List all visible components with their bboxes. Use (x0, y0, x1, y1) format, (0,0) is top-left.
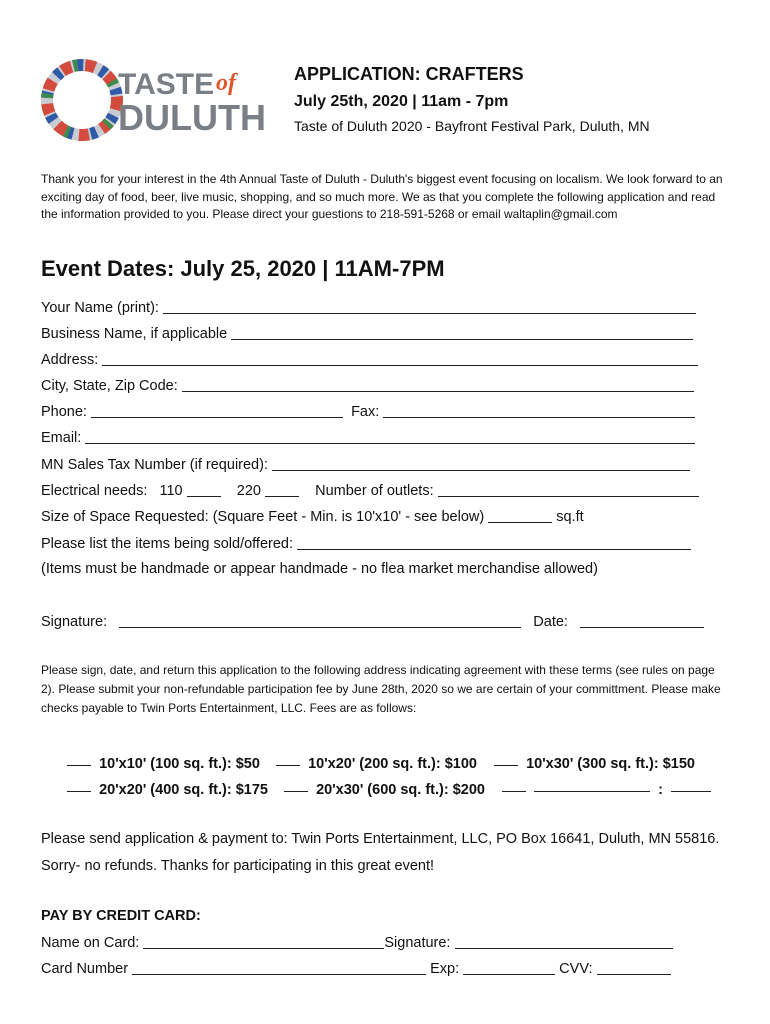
electrical-220-field[interactable] (265, 482, 299, 497)
items-note-row (41, 561, 598, 577)
fee-checkbox-100[interactable] (67, 751, 91, 766)
date-label: Date: (533, 614, 568, 630)
email-field[interactable] (85, 429, 695, 444)
city-field[interactable] (182, 377, 694, 392)
items-label: Please list the items being sold/offered: (41, 536, 294, 552)
business-label: Business Name, if applicable (41, 326, 228, 342)
signature-field[interactable] (119, 613, 521, 628)
fax-label: Fax: (351, 404, 380, 420)
business-row (41, 325, 693, 342)
items-row (41, 535, 691, 552)
credit-card-heading: PAY BY CREDIT CARD: (41, 908, 201, 924)
tax-field[interactable] (272, 456, 690, 471)
electrical-label: Electrical needs: (41, 483, 148, 499)
venue-line: Taste of Duluth 2020 - Bayfront Festival Park, Duluth, MN (294, 118, 650, 134)
name-row (41, 299, 696, 316)
outlets-field[interactable] (438, 482, 699, 497)
terms-paragraph: Please sign, date, and return this application to the following address indicating agreement with these terms (see rules on page 2). Please submit your non-refundable participation fee by June 28th, 2020 so we are certain of your committment. Please make checks payable to Twin Ports Entertainment, LLC. Fees are as follows: (41, 663, 721, 715)
fee-option-custom (502, 777, 711, 798)
address-row (41, 351, 698, 368)
card-name-field[interactable] (143, 934, 384, 949)
name-label: Your Name (print): (41, 300, 159, 316)
phone-fax-row (41, 403, 695, 420)
event-dates-heading: Event Dates: July 25, 2020 | 11AM-7PM (41, 256, 445, 281)
fee-option-300 (494, 751, 695, 772)
card-exp-label: Exp: (430, 961, 460, 977)
name-field[interactable] (163, 299, 696, 314)
city-label: City, State, Zip Code: (41, 378, 178, 394)
fee-label-400: 20'x20' (400 sq. ft.): $175 (99, 782, 268, 798)
business-field[interactable] (231, 325, 693, 340)
card-signature-label: Signature: (384, 935, 451, 951)
intro-paragraph: Thank you for your interest in the 4th Annual Taste of Duluth - Duluth's biggest event focusing on localism. We look forward to an exciting day of food, beer, live music, shopping, and so much more. We as that you complete the following application and read the information provided to you. Please direct your guestions to 218-591-5268 or email waltaplin@gmail.com (41, 172, 723, 221)
fee-label-300: 10'x30' (300 sq. ft.): $150 (526, 756, 695, 772)
logo-text-of: of (216, 70, 236, 96)
logo-text-taste: TASTE (118, 68, 215, 101)
card-cvv-label: CVV: (559, 961, 593, 977)
tax-label: MN Sales Tax Number (if required): (41, 457, 268, 473)
electrical-row (41, 482, 699, 499)
page-title: APPLICATION: CRAFTERS (294, 64, 524, 84)
electrical-110-field[interactable] (187, 482, 221, 497)
electrical-110-label: 110 (159, 483, 183, 499)
outlets-label: Number of outlets: (315, 483, 434, 499)
taste-of-duluth-logo (40, 58, 268, 142)
fee-custom-size-field[interactable] (534, 777, 650, 792)
fee-option-200 (276, 751, 477, 772)
signature-label: Signature: (41, 614, 108, 630)
tax-row (41, 456, 690, 473)
email-label: Email: (41, 430, 82, 446)
card-number-row (41, 960, 671, 977)
card-number-field[interactable] (132, 960, 426, 975)
fee-checkbox-600[interactable] (284, 777, 308, 792)
logo-text-duluth: DULUTH (118, 97, 266, 138)
items-note: (Items must be handmade or appear handmade - no flea market merchandise allowed) (41, 561, 598, 577)
fax-field[interactable] (383, 403, 695, 418)
date-field[interactable] (580, 613, 704, 628)
city-row (41, 377, 694, 394)
mailing-instructions: Please send application & payment to: Twin Ports Entertainment, LLC, PO Box 16641, Duluth, MN 55816. Sorry- no refunds. Thanks for participating in this great event! (41, 831, 720, 874)
electrical-220-label: 220 (236, 483, 261, 499)
fee-option-100 (67, 751, 260, 772)
fee-checkbox-custom[interactable] (502, 777, 526, 792)
card-name-row (41, 934, 673, 951)
fee-custom-colon: : (658, 782, 663, 798)
phone-field[interactable] (91, 403, 343, 418)
fee-label-600: 20'x30' (600 sq. ft.): $200 (316, 782, 485, 798)
card-name-label: Name on Card: (41, 935, 140, 951)
items-field[interactable] (297, 535, 691, 550)
size-field[interactable] (488, 508, 552, 523)
size-unit-label: sq.ft (556, 509, 584, 525)
address-label: Address: (41, 352, 99, 368)
fee-option-400 (67, 777, 268, 798)
size-label: Size of Space Requested: (Square Feet - Min. is 10'x10' - see below) (41, 509, 485, 525)
fee-checkbox-400[interactable] (67, 777, 91, 792)
card-exp-field[interactable] (463, 960, 555, 975)
card-signature-field[interactable] (455, 934, 673, 949)
fee-checkbox-300[interactable] (494, 751, 518, 766)
email-row (41, 429, 695, 446)
fee-custom-amount-field[interactable] (671, 777, 711, 792)
phone-label: Phone: (41, 404, 87, 420)
card-cvv-field[interactable] (597, 960, 671, 975)
fee-label-100: 10'x10' (100 sq. ft.): $50 (99, 756, 260, 772)
card-number-label: Card Number (41, 961, 129, 977)
size-row (41, 508, 584, 525)
event-date-line: July 25th, 2020 | 11am - 7pm (294, 93, 509, 110)
fee-option-600 (284, 777, 485, 798)
logo-graphic (40, 58, 268, 142)
fee-checkbox-200[interactable] (276, 751, 300, 766)
signature-row (41, 613, 704, 630)
fee-label-200: 10'x20' (200 sq. ft.): $100 (308, 756, 477, 772)
address-field[interactable] (102, 351, 698, 366)
